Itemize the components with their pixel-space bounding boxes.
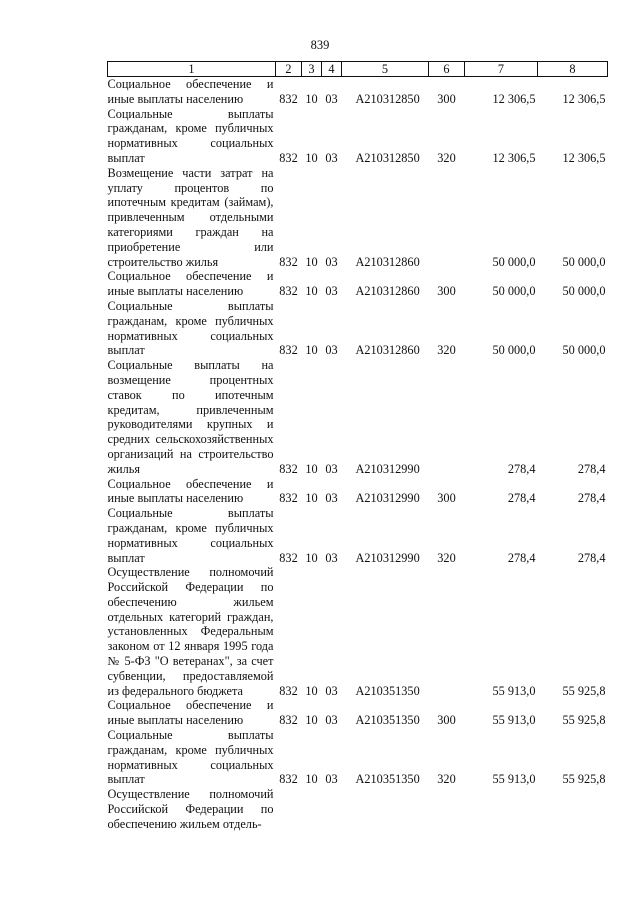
row-name: Социальные выплаты на возмещение процентных ставок по ипотечным кредитам, привлеченным руководителями крупных и средних сельскохозяйственных организаций на строительство жилья [107, 358, 274, 476]
column-header-4: 4 [322, 62, 342, 77]
subsection-code: 03 [325, 91, 338, 106]
expense-type-code [429, 787, 465, 831]
expense-type-code: 300 [437, 284, 456, 299]
target-article-code: А210312990 [355, 461, 420, 476]
ministry-code: 832 [279, 254, 298, 269]
target-article-code [342, 787, 429, 831]
table-body [108, 77, 608, 832]
amount-year-2 [538, 787, 608, 831]
column-header-1: 1 [108, 62, 276, 77]
table-row [108, 787, 608, 831]
amount-year-1: 55 913,0 [492, 772, 536, 787]
table-row [108, 77, 608, 107]
row-name: Социальные выплаты гражданам, кроме публичных нормативных социальных выплат [107, 298, 274, 358]
subsection-code: 03 [325, 550, 338, 565]
target-article-code: А210312850 [355, 91, 420, 106]
amount-year-1: 12 306,5 [492, 91, 536, 106]
expense-type-code: 320 [437, 772, 456, 787]
table-row [108, 166, 608, 270]
column-header-6: 6 [429, 62, 465, 77]
ministry-code: 832 [279, 284, 298, 299]
amount-year-2: 278,4 [577, 550, 606, 565]
ministry-code [276, 787, 302, 831]
amount-year-2: 12 306,5 [562, 150, 606, 165]
column-header-5: 5 [342, 62, 429, 77]
section-code: 10 [305, 254, 318, 269]
table-row [108, 506, 608, 565]
amount-year-1: 55 913,0 [492, 713, 536, 728]
target-article-code: А210312860 [355, 284, 420, 299]
column-header-7: 7 [465, 62, 538, 77]
amount-year-1: 278,4 [507, 461, 536, 476]
target-article-code: А210312990 [355, 491, 420, 506]
ministry-code: 832 [279, 461, 298, 476]
target-article-code: А210312860 [355, 343, 420, 358]
ministry-code: 832 [279, 550, 298, 565]
row-name: Социальные выплаты гражданам, кроме публичных нормативных социальных выплат [107, 106, 274, 165]
amount-year-2: 50 000,0 [562, 343, 606, 358]
subsection-code: 03 [325, 284, 338, 299]
subsection-code [322, 787, 342, 831]
expense-type-code: 300 [437, 91, 456, 106]
expense-type-code: 320 [437, 343, 456, 358]
subsection-code: 03 [325, 461, 338, 476]
target-article-code: А210351350 [355, 772, 420, 787]
target-article-code: А210351350 [355, 713, 420, 728]
expense-type-code: 320 [437, 150, 456, 165]
ministry-code: 832 [279, 713, 298, 728]
amount-year-2: 55 925,8 [562, 772, 606, 787]
ministry-code: 832 [279, 343, 298, 358]
amount-year-1: 278,4 [507, 550, 536, 565]
amount-year-2: 278,4 [577, 491, 606, 506]
amount-year-1: 278,4 [507, 491, 536, 506]
column-header-8: 8 [538, 62, 608, 77]
subsection-code: 03 [325, 254, 338, 269]
table-row [108, 269, 608, 299]
column-header-3: 3 [302, 62, 322, 77]
table-row [108, 698, 608, 728]
amount-year-2: 278,4 [577, 461, 606, 476]
column-header-2: 2 [276, 62, 302, 77]
table-row [108, 728, 608, 787]
section-code: 10 [305, 284, 318, 299]
amount-year-1: 50 000,0 [492, 343, 536, 358]
table-row [108, 477, 608, 507]
budget-table [107, 61, 608, 832]
subsection-code: 03 [325, 150, 338, 165]
ministry-code: 832 [279, 491, 298, 506]
header-row [108, 62, 608, 77]
table-header [108, 62, 608, 77]
amount-year-2: 50 000,0 [562, 254, 606, 269]
amount-year-2: 12 306,5 [562, 91, 606, 106]
ministry-code: 832 [279, 150, 298, 165]
expense-type-code: 320 [437, 550, 456, 565]
amount-year-1: 55 913,0 [492, 683, 536, 698]
section-code: 10 [305, 461, 318, 476]
section-code: 10 [305, 713, 318, 728]
expense-type-code: 300 [437, 713, 456, 728]
row-name: Осуществление полномочий Российской Федерации по обеспечению жильем отдельных категорий граждан, установленных Федеральным законом от 12 января 1995 года № 5-ФЗ "О ветеранах", за счет субвенции, предоставляемой из федерального бюджета [107, 565, 274, 698]
section-code: 10 [305, 91, 318, 106]
expense-type-code [429, 565, 465, 698]
amount-year-2: 55 925,8 [562, 713, 606, 728]
subsection-code: 03 [325, 713, 338, 728]
amount-year-1 [465, 787, 538, 831]
section-code: 10 [305, 491, 318, 506]
page-number: 839 [310, 38, 330, 52]
table-row [108, 358, 608, 476]
row-name: Социальные выплаты гражданам, кроме публичных нормативных социальных выплат [107, 728, 274, 787]
amount-year-1: 50 000,0 [492, 254, 536, 269]
ministry-code: 832 [279, 91, 298, 106]
subsection-code: 03 [325, 491, 338, 506]
row-name: Социальное обеспечение и иные выплаты населению [107, 77, 274, 106]
target-article-code: А210351350 [355, 683, 420, 698]
amount-year-1: 12 306,5 [492, 150, 536, 165]
row-name: Социальные выплаты гражданам, кроме публичных нормативных социальных выплат [107, 506, 274, 565]
subsection-code: 03 [325, 772, 338, 787]
section-code [302, 787, 322, 831]
row-name: Социальное обеспечение и иные выплаты населению [107, 476, 274, 506]
section-code: 10 [305, 683, 318, 698]
table-row [108, 299, 608, 358]
amount-year-1: 50 000,0 [492, 284, 536, 299]
subsection-code: 03 [325, 683, 338, 698]
amount-year-2: 50 000,0 [562, 284, 606, 299]
expense-type-code [429, 358, 465, 476]
section-code: 10 [305, 772, 318, 787]
ministry-code: 832 [279, 772, 298, 787]
expense-type-code [429, 166, 465, 270]
subsection-code: 03 [325, 343, 338, 358]
section-code: 10 [305, 550, 318, 565]
row-name: Социальное обеспечение и иные выплаты населению [107, 269, 274, 299]
target-article-code: А210312860 [355, 254, 420, 269]
row-name: Осуществление полномочий Российской Федерации по обеспечению жильем отдель- [107, 787, 274, 831]
target-article-code: А210312990 [355, 550, 420, 565]
row-name: Социальное обеспечение и иные выплаты населению [107, 698, 274, 728]
row-name: Возмещение части затрат на уплату процентов по ипотечным кредитам (займам), привлеченным отдельными категориями граждан на приобретение или строительство жилья [107, 165, 274, 269]
expense-type-code: 300 [437, 491, 456, 506]
section-code: 10 [305, 343, 318, 358]
table-row [108, 107, 608, 166]
target-article-code: А210312850 [355, 150, 420, 165]
amount-year-2: 55 925,8 [562, 683, 606, 698]
ministry-code: 832 [279, 683, 298, 698]
section-code: 10 [305, 150, 318, 165]
table-row [108, 565, 608, 698]
